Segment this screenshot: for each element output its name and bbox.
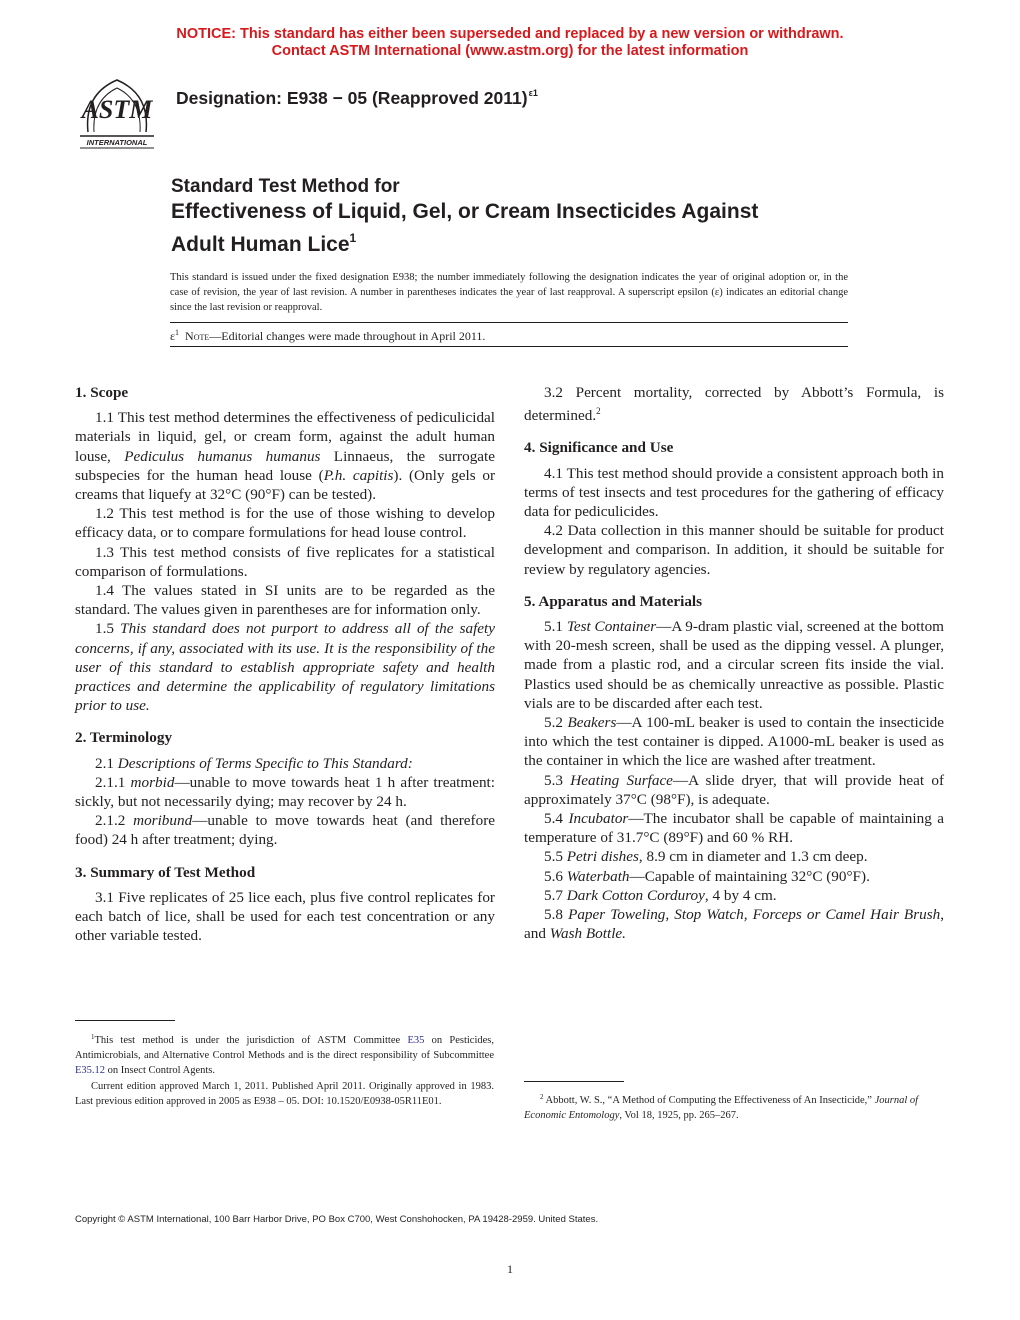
title-line-2: Effectiveness of Liquid, Gel, or Cream Insecticides Against — [171, 200, 759, 223]
footnote-edition: Current edition approved March 1, 2011. Published April 2011. Originally approved in 1983. Last previous edition approved in 2005 as E938 – 05. DOI: 10.1520/E0938-05R11E01. — [75, 1080, 494, 1107]
note-label: Note — [185, 329, 210, 343]
paragraph: 3.1 Five replicates of 25 lice each, plus five control replicates for each batch of lice, shall be used for each test concentration or any other variable tested. — [75, 888, 495, 945]
designation — [176, 88, 538, 109]
footnote-1: $^1$This test method is under the jurisdiction of ASTM Committee E35 on Pesticides, Antimicrobials, and Alternative Control Methods and is the direct responsibility of Subcommittee E35.12 on Insect Control Agents. Current edition approved March 1, 2011. Published April 2011. Originally approved in 1983. Last previous edition approved in 2005 as E938 – 05. DOI: 10.1520/E0938-05R11E01. — [75, 1030, 494, 1109]
paragraph: 1.3 This test method consists of five replicates for a statistical comparison of formulations. — [75, 543, 495, 580]
paragraph: 5.5 Petri dishes, 8.9 cm in diameter and 1.3 cm deep. — [544, 848, 868, 866]
paragraph: 2.1.2 moribund—unable to move towards heat (and therefore food) 24 h after treatment; dying. — [75, 812, 495, 849]
footnote-ref: 2 — [596, 406, 601, 417]
paragraph: 2.1 Descriptions of Terms Specific to This Standard: — [95, 754, 413, 772]
notice-line-1: NOTICE: This standard has either been superseded and replaced by a new version or withdrawn. — [176, 26, 844, 42]
section-scope — [75, 383, 495, 715]
paragraph: 5.3 Heating Surface—A slide dryer, that will provide heat of approximately 37°C (98°F), is adequate. — [524, 771, 944, 808]
paragraph: 2.1.1 morbid—unable to move towards heat 1 h after treatment: sickly, but not necessarily dying; may recover by 24 h. — [75, 773, 495, 811]
section-heading: 5. Apparatus and Materials — [524, 592, 703, 610]
document-title — [171, 175, 871, 258]
section-heading: 3. Summary of Test Method — [75, 863, 256, 881]
notice-line-2: Contact ASTM International (www.astm.org) for the latest information — [271, 43, 749, 59]
copyright-line: Copyright © ASTM International, 100 Barr Harbor Drive, PO Box C700, West Conshohocken, PA 19428-2959. United States. — [75, 1214, 599, 1225]
paragraph: 1.2 This test method is for the use of those wishing to develop efficacy data, or to compare formulations for head louse control. — [75, 505, 495, 542]
section-heading: 1. Scope — [75, 384, 129, 401]
link-e35[interactable]: E35 — [407, 1035, 425, 1046]
divider — [170, 322, 848, 323]
section-summary — [75, 863, 495, 946]
section-heading: 4. Significance and Use — [524, 439, 674, 457]
paragraph: 5.4 Incubator—The incubator shall be capable of maintaining a temperature of 31.7°C (89°F) and 60 % RH. — [524, 810, 944, 847]
editorial-note: $\varepsilon^1$ Note—Editorial changes were made throughout in April 2011. — [170, 328, 486, 343]
logo-text: ASTM — [81, 95, 153, 124]
footnote-2: $^2$ Abbott, W. S., “A Method of Computing the Effectiveness of An Insecticide,” Journal of Economic Entomology, Vol 18, 1925, pp. 265–267. — [524, 1093, 919, 1122]
paragraph: 5.8 Paper Toweling, Stop Watch, Forceps or Camel Hair Brush, and Wash Bottle. — [524, 906, 945, 943]
paragraph: 4.1 This test method should provide a consistent approach both in terms of test insects and test procedures for the gathering of efficacy data for pediculicides. — [524, 464, 944, 521]
astm-logo-icon — [74, 74, 160, 150]
designation-superscript: ε1 — [528, 88, 538, 98]
footnote-divider — [524, 1081, 624, 1082]
paragraph: 3.2 Percent mortality, corrected by Abbott’s Formula, is determined.$^2$ — [524, 384, 944, 425]
right-column — [524, 383, 944, 943]
title-footnote-mark: 1 — [349, 231, 357, 245]
paragraph: 1.5 This standard does not purport to address all of the safety concerns, if any, associated with its use. It is the responsibility of the user of this standard to establish appropriate safety and health practices and determine the applicability of regulatory limitations prior to use. — [75, 620, 496, 715]
title-line-3: Adult Human Lice$^1$ — [171, 231, 357, 256]
section-apparatus — [524, 592, 944, 944]
section-summary-continued — [524, 383, 944, 425]
logo-subtext: INTERNATIONAL — [86, 138, 148, 147]
paragraph: 5.2 Beakers—A 100-mL beaker is used to contain the insecticide into which the test container is dipped. A1000-mL beaker is used as the container in which the lice are washed after treatment. — [524, 714, 945, 770]
paragraph: 5.7 Dark Cotton Corduroy, 4 by 4 cm. — [544, 886, 777, 904]
paragraph: 5.6 Waterbath—Capable of maintaining 32°C (90°F). — [544, 867, 870, 885]
divider — [170, 346, 848, 347]
paragraph: 5.1 Test Container—A 9-dram plastic vial, screened at the bottom with 20-mesh screen, shall be used as the dipping vessel. A plunger, made from a plastic rod, and a circular screen fits inside the vial. Plastics used should be as chemically unreactive as possible. Plastic vials are to be discarded after each test. — [524, 618, 944, 712]
title-line-1: Standard Test Method for — [171, 176, 400, 197]
designation-text: Designation: E938 − 05 (Reapproved 2011) — [176, 88, 528, 108]
section-significance — [524, 438, 944, 578]
paragraph: 4.2 Data collection in this manner should be suitable for product development and comparison. In addition, it should be suitable for review by regulatory agencies. — [524, 522, 944, 578]
page-number: 1 — [507, 1262, 513, 1276]
section-heading: 2. Terminology — [75, 729, 173, 747]
paragraph: 1.1 This test method determines the effectiveness of pediculicidal materials in liquid, gel, or cream form, against the adult human louse, Pediculus humanus humanus Linnaeus, the surrogate subspecies for the human head louse (P.h. capitis). (Only gels or creams that liquefy at 32°C (90°F) can be tested). — [75, 409, 496, 504]
issued-notice: This standard is issued under the fixed designation E938; the number immediately following the designation indicates the year of original adoption or, in the case of revision, the year of last revision. A number in parentheses indicates the year of last reapproval. A superscript epsilon (ε) indicates an editorial change since the last revision or reapproval. — [170, 272, 848, 313]
footnote-divider — [75, 1020, 175, 1021]
superseded-notice — [0, 26, 1020, 60]
paragraph: 1.4 The values stated in SI units are to be regarded as the standard. The values given in parentheses are for information only. — [75, 582, 495, 619]
section-terminology — [75, 728, 495, 849]
link-e35-12[interactable]: E35.12 — [75, 1065, 106, 1077]
left-column — [75, 383, 495, 945]
